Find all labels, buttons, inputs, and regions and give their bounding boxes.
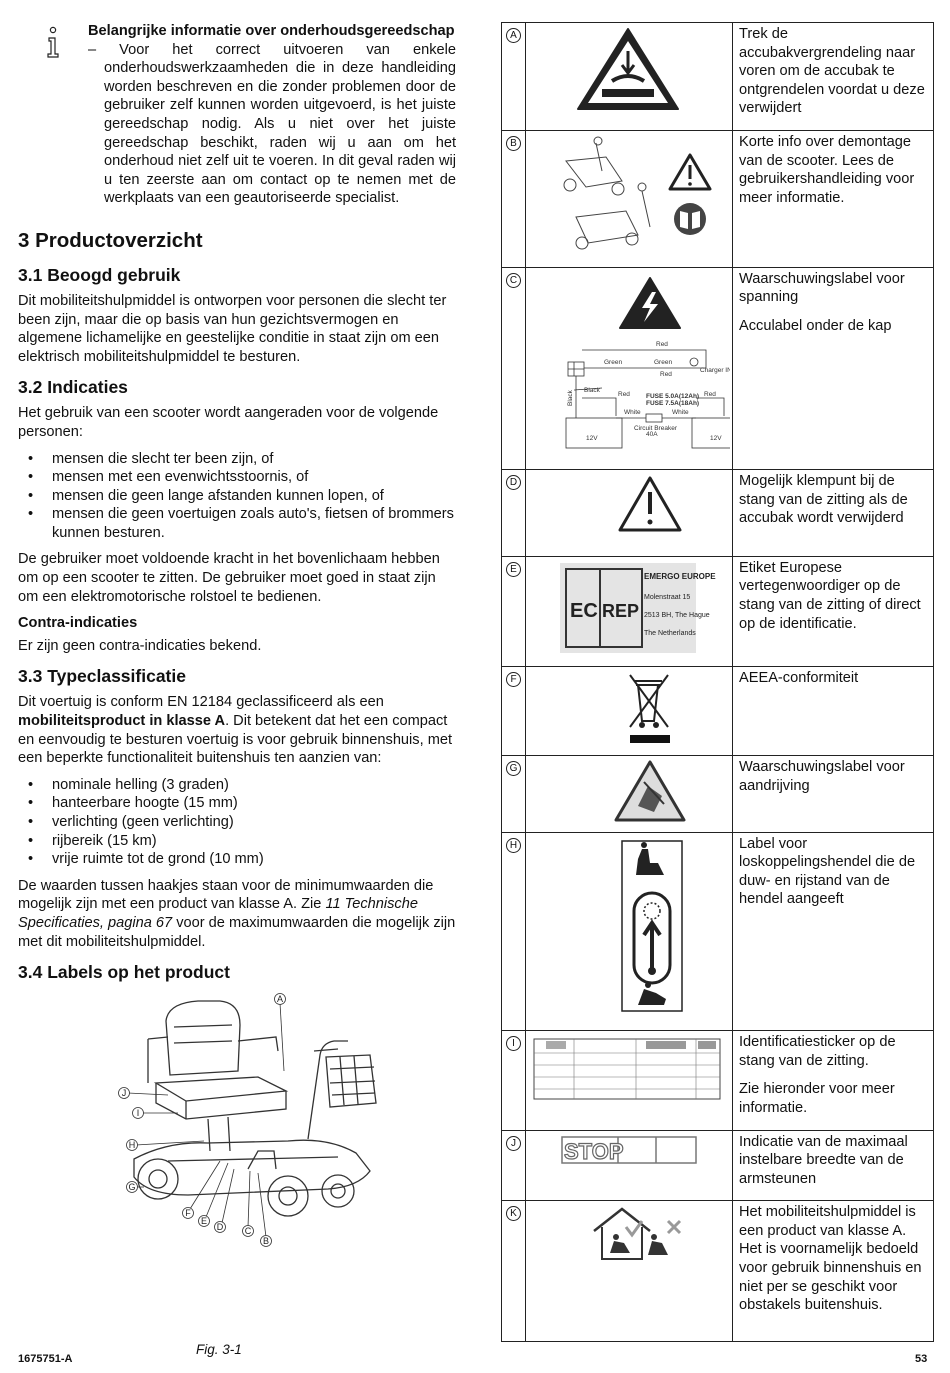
callout-d: D: [216, 1222, 224, 1233]
row-letter: H: [502, 832, 526, 1031]
section-title: 3 Productoverzicht: [18, 228, 203, 252]
wiring-label: Red: [660, 370, 672, 378]
freewheel-lever-label: [526, 833, 730, 1025]
label-image: [526, 1130, 733, 1201]
callout-e: E: [200, 1216, 208, 1227]
subsection-title-3-2: 3.2 Indicaties: [18, 377, 128, 398]
callout-h: H: [128, 1140, 136, 1151]
address-text: Molenstraat 15: [644, 593, 691, 601]
info-icon: [40, 26, 66, 60]
paragraph-values: [18, 877, 456, 951]
label-text: [733, 1201, 934, 1342]
list-item: • mensen die geen voertuigen zoals auto's, fietsen of brommers kunnen besturen.: [18, 505, 456, 542]
paragraph-classification: [18, 693, 456, 767]
callout-b: B: [262, 1236, 270, 1247]
document-number: 1675751-A: [18, 1353, 73, 1365]
wiring-label: Black: [567, 389, 574, 406]
text-run: Dit voertuig is conform EN 12184 geclassificeerd als een: [18, 694, 384, 711]
paragraph-user-strength: De gebruiker moet voldoende kracht in het bovenlichaam hebben om op een scooter te zitten. De gebruiker moet goed in staat zijn om een elektromotorische rolstoel te bedienen.: [18, 551, 440, 605]
callout-f: F: [185, 1208, 191, 1219]
subsection-title-3-3: 3.3 Typeclassificatie: [18, 666, 186, 687]
list-item: • vrije ruimte tot de grond (10 mm): [18, 850, 456, 869]
label-description: Label voor loskoppelingshendel die de duw- en rijstand van de hendel aangeeft: [739, 835, 916, 908]
list-item: • hanteerbare hoogte (15 mm): [18, 794, 456, 813]
stop-text: STOP: [564, 1138, 624, 1164]
classification-list: [18, 776, 456, 869]
label-description: Het mobiliteitshulpmiddel is een product van klasse A. Het is voornamelijk bedoeld voor gebruik binnenshuis en niet per se geschikt voor obstakels buitenshuis.: [739, 1204, 922, 1314]
label-image: [526, 1201, 733, 1342]
label-image: [526, 267, 733, 470]
table-row: [502, 1201, 934, 1342]
list-item: • rijbereik (15 km): [18, 832, 456, 851]
label-image: [526, 755, 733, 832]
label-image: [526, 832, 733, 1031]
wiring-label: FUSE 7.5A(18Ah): [646, 399, 700, 407]
wiring-label: Red: [656, 340, 668, 348]
wiring-label: Green: [604, 358, 623, 366]
table-row: [502, 267, 934, 470]
label-text: [733, 267, 934, 470]
label-description: AEEA-conformiteit: [739, 670, 859, 687]
contra-title: Contra-indicaties: [18, 615, 138, 632]
wiring-label: Black: [584, 386, 600, 394]
label-description: Waarschuwingslabel voor spanning: [739, 270, 905, 306]
label-text: [733, 667, 934, 756]
label-image: [526, 556, 733, 667]
label-image: [526, 470, 733, 557]
wiring-label: Red: [618, 390, 630, 398]
wiring-label: 40A: [646, 430, 658, 438]
callout-i: I: [136, 1108, 140, 1119]
ec-text: EC: [570, 599, 598, 622]
page-number: 53: [915, 1353, 928, 1365]
row-letter: F: [502, 667, 526, 756]
row-letter: J: [502, 1130, 526, 1201]
identification-sticker-icon: [526, 1031, 730, 1123]
info-title: Belangrijke informatie over onderhoudsgereedschap: [88, 23, 455, 39]
label-image: [526, 667, 733, 756]
callout-g: G: [128, 1182, 136, 1193]
label-description: Acculabel onder de kap: [739, 317, 892, 334]
drive-warning-icon: [526, 756, 730, 826]
row-letter: C: [502, 267, 526, 470]
list-item: • nominale helling (3 graden): [18, 776, 456, 795]
label-image: [526, 23, 733, 131]
wiring-label: 12V: [586, 434, 598, 442]
battery-lock-warning-icon: [526, 23, 730, 117]
label-text: [733, 1031, 934, 1130]
table-row: [502, 130, 934, 267]
labels-table: [501, 22, 934, 1342]
wiring-label: White: [624, 408, 641, 416]
wiring-label: Circuit Breaker: [634, 424, 677, 432]
table-row: [502, 667, 934, 756]
text-run: voor de maximumwaarden die mogelijk zijn met dit mobiliteitshulpmiddel.: [18, 914, 456, 950]
subsection-title-3-1: 3.1 Beoogd gebruik: [18, 264, 181, 285]
table-row: [502, 556, 934, 667]
wiring-label: FUSE 5.0A(12Ah): [646, 392, 700, 400]
callout-j: J: [121, 1088, 127, 1099]
address-text: The Netherlands: [644, 629, 696, 637]
left-column: [18, 22, 456, 1253]
row-letter: A: [502, 23, 526, 131]
scooter-figure: [108, 991, 468, 1247]
rep-text: REP: [602, 600, 640, 621]
wiring-label: Charger IN: [700, 366, 730, 374]
row-letter: B: [502, 130, 526, 267]
label-text: [733, 832, 934, 1031]
bold-text: mobiliteitsproduct in klasse A: [18, 713, 226, 730]
label-text: [733, 130, 934, 267]
row-letter: D: [502, 470, 526, 557]
wiring-label: 12V: [710, 434, 722, 442]
label-description: Mogelijk klempunt bij de stang van de zitting als de accubak wordt verwijderd: [739, 473, 908, 527]
label-description: Identificatiesticker op de stang van de zitting.: [739, 1034, 896, 1069]
company-text: EMERGO EUROPE: [644, 571, 716, 581]
label-image: [526, 1031, 733, 1130]
info-box: [18, 22, 456, 208]
subsection-title-3-4: 3.4 Labels op het product: [18, 962, 230, 983]
weee-bin-icon: [526, 667, 730, 749]
address-text: 2513 BH, The Hague: [644, 611, 710, 619]
callout-a: A: [276, 994, 284, 1005]
cross-reference-link[interactable]: 11 Technische Specificaties, pagina 67: [18, 896, 418, 931]
table-row: [502, 1031, 934, 1130]
list-item: • verlichting (geen verlichting): [18, 813, 456, 832]
table-row: [502, 23, 934, 131]
label-text: [733, 755, 934, 832]
text-run: De waarden tussen haakjes staan voor de minimumwaarden die mogelijk zijn met een product van klasse A. Zie: [18, 877, 434, 913]
label-image: [526, 130, 733, 267]
wiring-label: White: [672, 408, 689, 416]
label-text: [733, 23, 934, 131]
list-item: • mensen met een evenwichtsstoornis, of: [18, 468, 456, 487]
label-text: [733, 556, 934, 667]
label-description: Korte info over demontage van de scooter. Lees de gebruikershandleiding voor meer informatie.: [739, 133, 915, 206]
label-text: [733, 1130, 934, 1201]
callout-c: C: [244, 1226, 252, 1237]
label-description: Zie hieronder voor meer informatie.: [739, 1081, 895, 1116]
list-item: • mensen die geen lange afstanden kunnen lopen, of: [18, 487, 456, 506]
paragraph-intended-use: Dit mobiliteitshulpmiddel is ontworpen voor personen die slecht ter been zijn, maar die op basis van hun gezichtsvermogen en algemene lichamelijke en geestelijke conditie in staat zijn om een elektrisch mobiliteitshulpmiddel te besturen.: [18, 292, 447, 365]
label-text: [733, 470, 934, 557]
label-description: Trek de accubakvergrendeling naar voren om de accubak te ontgrendelen voordat u deze verwijdert: [739, 26, 925, 117]
paragraph-indications-intro: Het gebruik van een scooter wordt aangeraden voor de volgende personen:: [18, 405, 439, 440]
wiring-label: Green: [654, 358, 673, 366]
row-letter: E: [502, 556, 526, 667]
indoor-class-a-icon: [526, 1201, 730, 1335]
figure-caption: Fig. 3-1: [196, 1342, 242, 1357]
table-row: [502, 470, 934, 557]
voltage-warning-and-wiring-icon: [526, 268, 730, 464]
label-description: Waarschuwingslabel voor aandrijving: [739, 758, 905, 794]
row-letter: I: [502, 1031, 526, 1130]
table-row: [502, 1130, 934, 1201]
label-description: Etiket Europese vertegenwoordiger op de stang van de zitting of direct op de identificatie.: [739, 559, 921, 632]
labels-table-container: [501, 22, 934, 1342]
table-row: [502, 755, 934, 832]
pinch-warning-icon: [526, 470, 730, 550]
disassembly-info-icon: [526, 131, 730, 261]
table-row: [502, 832, 934, 1031]
wiring-label: Red: [704, 390, 716, 398]
contra-text: Er zijn geen contra-indicaties bekend.: [18, 637, 262, 654]
info-text: – Voor het correct uitvoeren van enkele onderhoudswerkzaamheden die in deze handleiding worden beschreven en die zonder problemen door de gebruiker zelf kunnen worden uitgevoerd, is het juiste gereedschap nodig. Als u niet over het juiste gereedschap beschikt, raden wij u aan om het onderhoud niet zelf uit te voeren. In dit geval raden wij u ten zeerste aan om contact op te nemen met de werkplaats van een geautoriseerde specialist.: [88, 41, 456, 207]
list-item: • mensen die slecht ter been zijn, of: [18, 450, 456, 469]
indications-list: [18, 450, 456, 543]
row-letter: K: [502, 1201, 526, 1342]
armrest-width-label: [526, 1131, 730, 1187]
row-letter: G: [502, 755, 526, 832]
ec-rep-label: [526, 557, 730, 661]
label-description: Indicatie van de maximaal instelbare breedte van de armsteunen: [739, 1133, 908, 1187]
text-run: . Dit betekent dat het een compact en eenvoudig te besturen voertuig is voor gebruik binnenshuis, met een beperkte functionaliteit buitenshuis ten aanzien van:: [18, 713, 453, 767]
